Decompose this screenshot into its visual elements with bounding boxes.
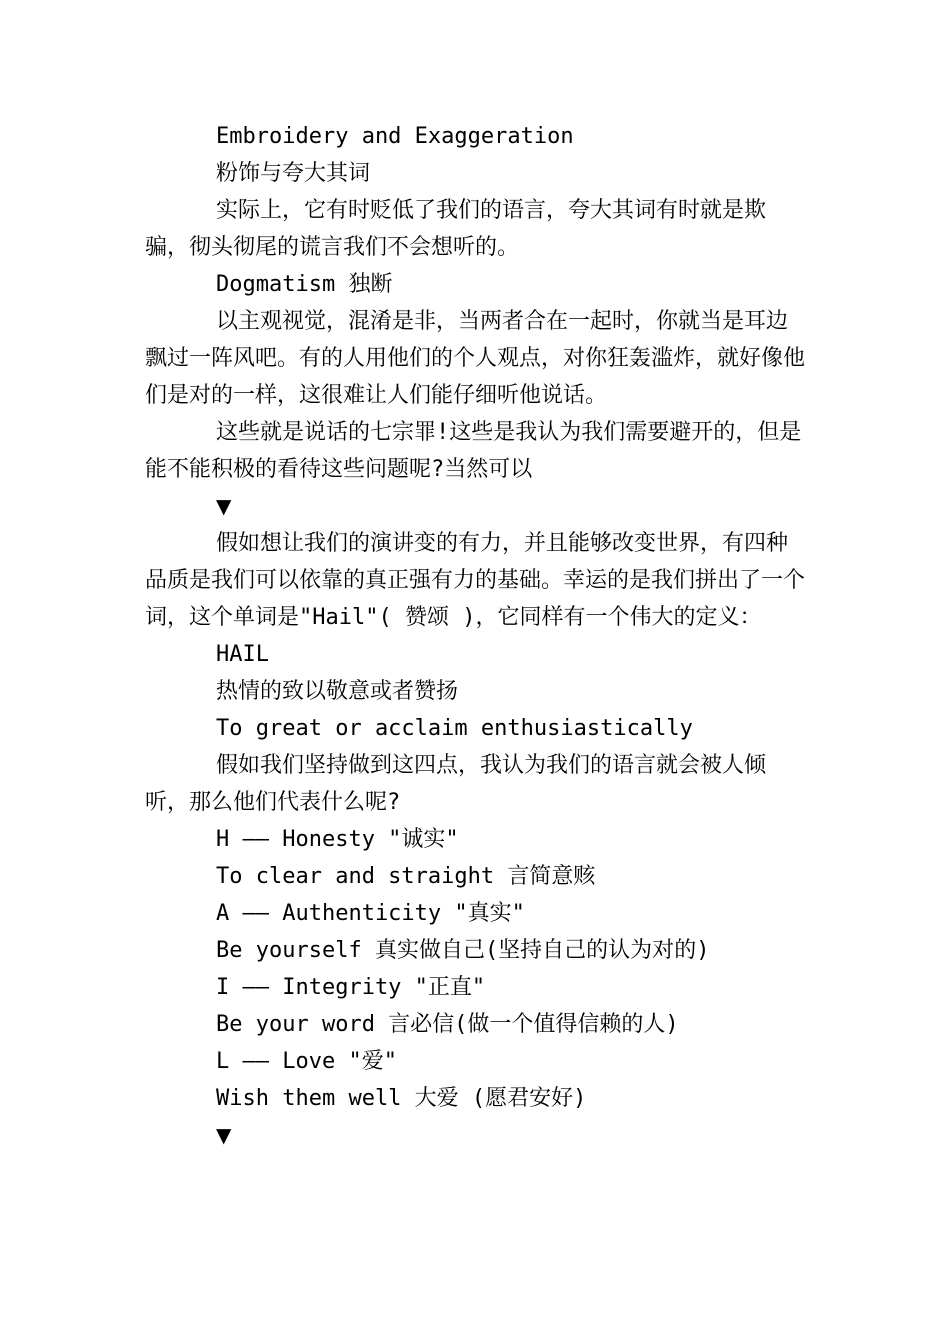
heading-dogmatism: Dogmatism 独断	[216, 272, 393, 297]
hail-heading: HAIL	[216, 642, 269, 667]
paragraph-exaggeration: 实际上，它有时贬低了我们的语言，夸大其词有时就是欺骗，彻头彻尾的谎言我们不会想听的。	[145, 198, 767, 260]
down-triangle-icon: ▼	[216, 494, 232, 518]
item-love-desc: Wish them well 大爱 (愿君安好)	[216, 1086, 587, 1111]
english-heading-embroidery: Embroidery and Exaggeration	[216, 124, 574, 149]
chinese-heading-embroidery: 粉饰与夸大其词	[216, 161, 371, 186]
document-body	[145, 118, 805, 1154]
down-triangle-icon-bottom: ▼	[216, 1123, 232, 1147]
item-love: L —— Love "爱"	[216, 1049, 397, 1074]
item-honesty: H —— Honesty "诚实"	[216, 827, 459, 852]
paragraph-four-qualities: 假如想让我们的演讲变的有力，并且能够改变世界，有四种品质是我们可以依靠的真正强有力的基础。幸运的是我们拼出了一个词，这个单词是"Hail"( 赞颂 )，它同样有一个伟大的定义：	[145, 531, 806, 630]
item-honesty-desc: To clear and straight 言简意赅	[216, 864, 596, 889]
item-integrity-desc: Be your word 言必信(做一个值得信赖的人)	[216, 1012, 679, 1037]
hail-chinese-definition: 热情的致以敬意或者赞扬	[216, 679, 459, 704]
item-authenticity-desc: Be yourself 真实做自己(坚持自己的认为对的)	[216, 938, 710, 963]
item-integrity: I —— Integrity "正直"	[216, 975, 486, 1000]
hail-english-definition: To great or acclaim enthusiastically	[216, 716, 693, 741]
paragraph-dogmatism: 以主观视觉，混淆是非，当两者合在一起时，你就当是耳边飘过一阵风吧。有的人用他们的个人观点，对你狂轰滥炸，就好像他们是对的一样，这很难让人们能仔细听他说话。	[145, 309, 806, 408]
item-authenticity: A —— Authenticity "真实"	[216, 901, 525, 926]
paragraph-four-points: 假如我们坚持做到这四点，我认为我们的语言就会被人倾听，那么他们代表什么呢?	[145, 753, 767, 815]
paragraph-seven-sins: 这些就是说话的七宗罪!这些是我认为我们需要避开的，但是能不能积极的看待这些问题呢?当然可以	[145, 420, 802, 482]
